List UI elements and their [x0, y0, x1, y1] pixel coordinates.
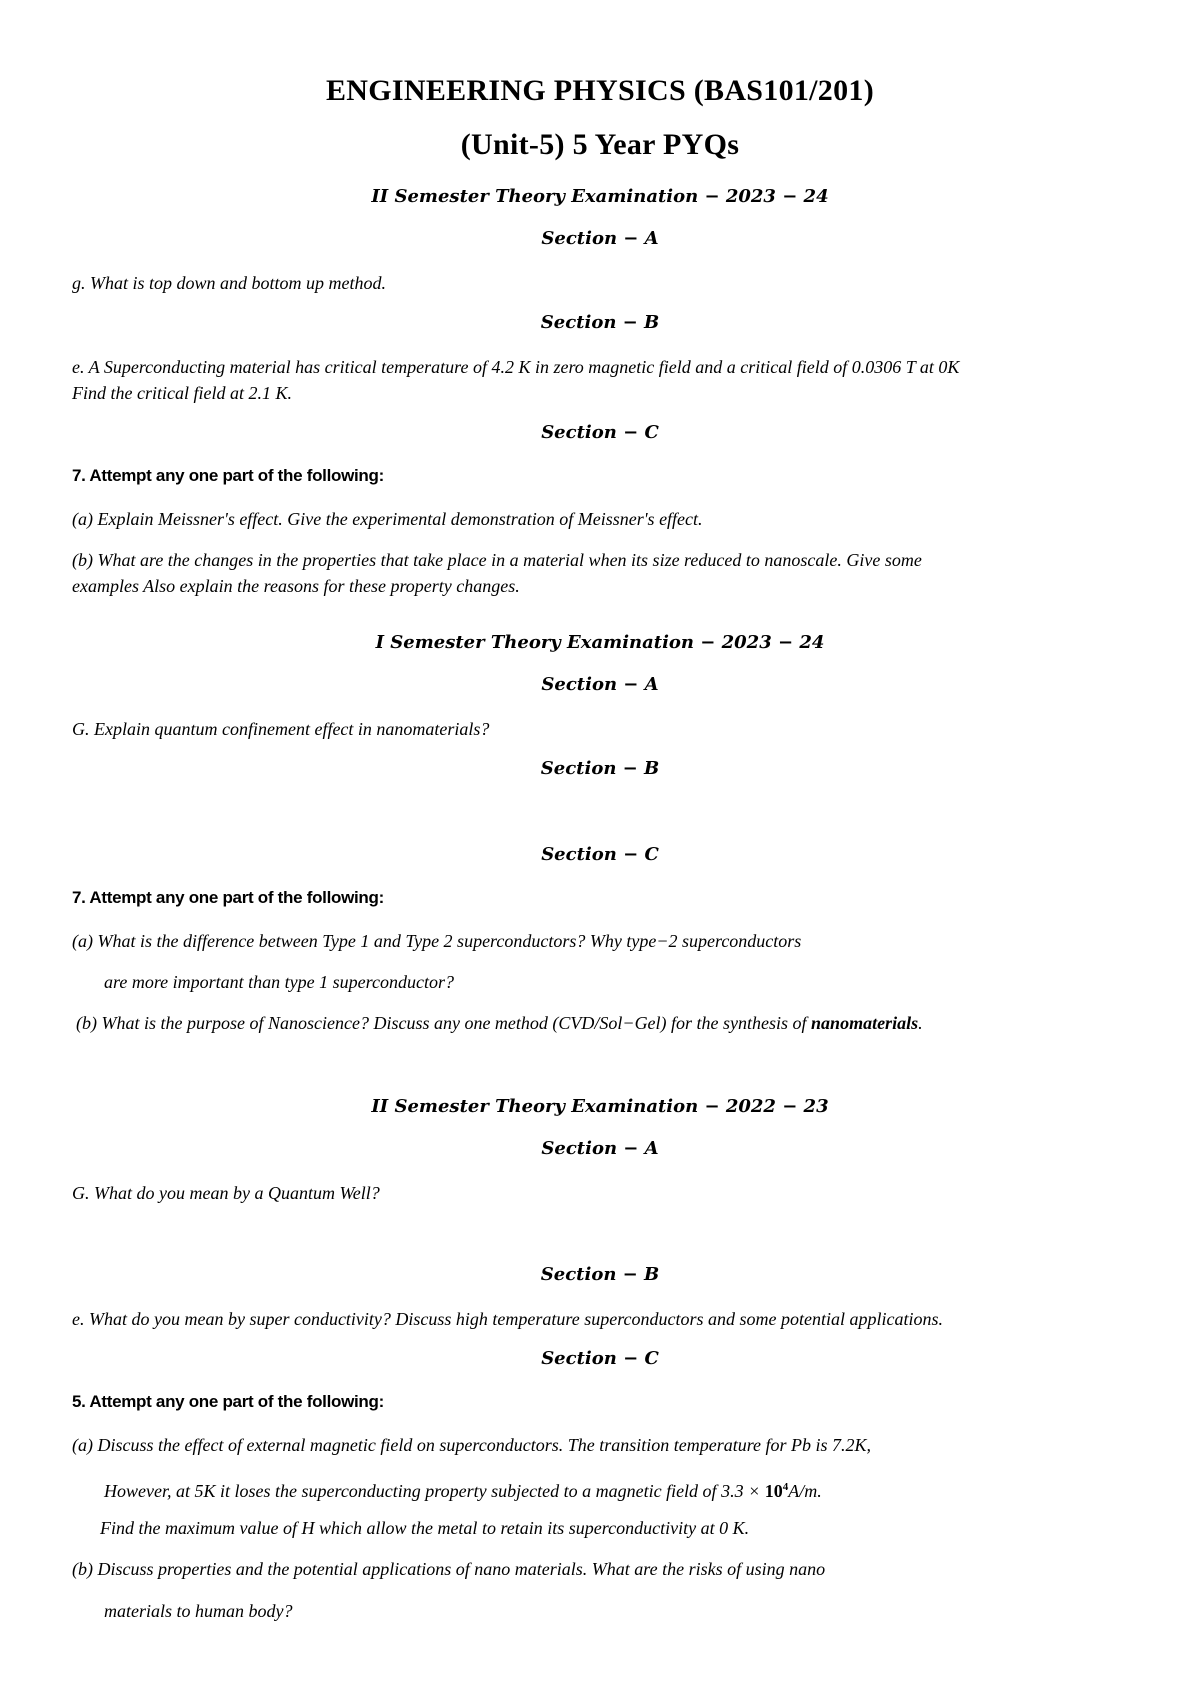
question: e. A Superconducting material has critical temperature of 4.2 K in zero magnetic field and a critical field of 0.0306 T at 0K — [72, 357, 960, 377]
question: (a) Discuss the effect of external magnetic field on superconductors. The transition temperature for Pb is 7.2K, — [72, 1435, 872, 1455]
question: e. What do you mean by super conductivity? Discuss high temperature superconductors and some potential applications. — [72, 1309, 944, 1329]
question-continued: Find the critical field at 2.1 K. — [72, 383, 292, 403]
question-continued: materials to human body? — [104, 1601, 293, 1621]
question: (b) Discuss properties and the potential applications of nano materials. What are the risks of using nano — [72, 1559, 826, 1579]
instruction: 7. Attempt any one part of the following: — [72, 466, 384, 485]
section-heading: Section − B — [540, 758, 660, 779]
document-subtitle: (Unit-5) 5 Year PYQs — [460, 128, 740, 161]
section-heading: Section − A — [541, 674, 659, 695]
question-text: (b) What is the purpose of Nanoscience? Discuss any one method (CVD/Sol−Gel) for the synthesis of — [76, 1013, 812, 1033]
instruction: 7. Attempt any one part of the following: — [72, 888, 384, 907]
exam-heading: II Semester Theory Examination − 2022 − 23 — [371, 1096, 829, 1117]
question: G. What do you mean by a Quantum Well? — [72, 1183, 380, 1203]
power-base: 10 — [764, 1481, 783, 1501]
instruction: 5. Attempt any one part of the following: — [72, 1392, 384, 1411]
section-heading: Section − B — [540, 1264, 660, 1285]
question: (b) What are the changes in the properties that take place in a material when its size reduced to nanoscale. Give some — [72, 550, 922, 570]
question-continued: examples Also explain the reasons for these property changes. — [72, 576, 520, 596]
document-title: ENGINEERING PHYSICS (BAS101/201) — [325, 74, 875, 107]
section-heading: Section − C — [541, 1348, 659, 1369]
section-heading: Section − B — [540, 312, 660, 333]
power-exponent: 4 — [782, 1481, 789, 1493]
question: (a) What is the difference between Type 1 and Type 2 superconductors? Why type−2 superconductors — [72, 931, 802, 951]
question-continued — [104, 1474, 1164, 1504]
question: g. What is top down and bottom up method. — [72, 273, 386, 293]
question: G. Explain quantum confinement effect in nanomaterials? — [72, 719, 490, 739]
exam-heading: II Semester Theory Examination − 2023 − 24 — [371, 186, 829, 207]
question-text: However, at 5K it loses the superconducting property subjected to a magnetic field of 3.3 × — [104, 1481, 765, 1501]
question-continued: Find the maximum value of H which allow the metal to retain its superconductivity at 0 K. — [100, 1518, 750, 1538]
question: (a) Explain Meissner's effect. Give the experimental demonstration of Meissner's effect. — [72, 509, 703, 529]
question-continued: are more important than type 1 superconductor? — [104, 972, 454, 992]
section-heading: Section − A — [541, 228, 659, 249]
unit-text: A/m. — [788, 1481, 822, 1501]
emphasis-text: nanomaterials — [811, 1013, 919, 1033]
section-heading: Section − A — [541, 1138, 659, 1159]
exam-heading: I Semester Theory Examination − 2023 − 24 — [375, 632, 825, 653]
section-heading: Section − C — [541, 844, 659, 865]
question-text-end: . — [918, 1013, 923, 1033]
section-heading: Section − C — [541, 422, 659, 443]
question — [76, 1010, 1136, 1036]
